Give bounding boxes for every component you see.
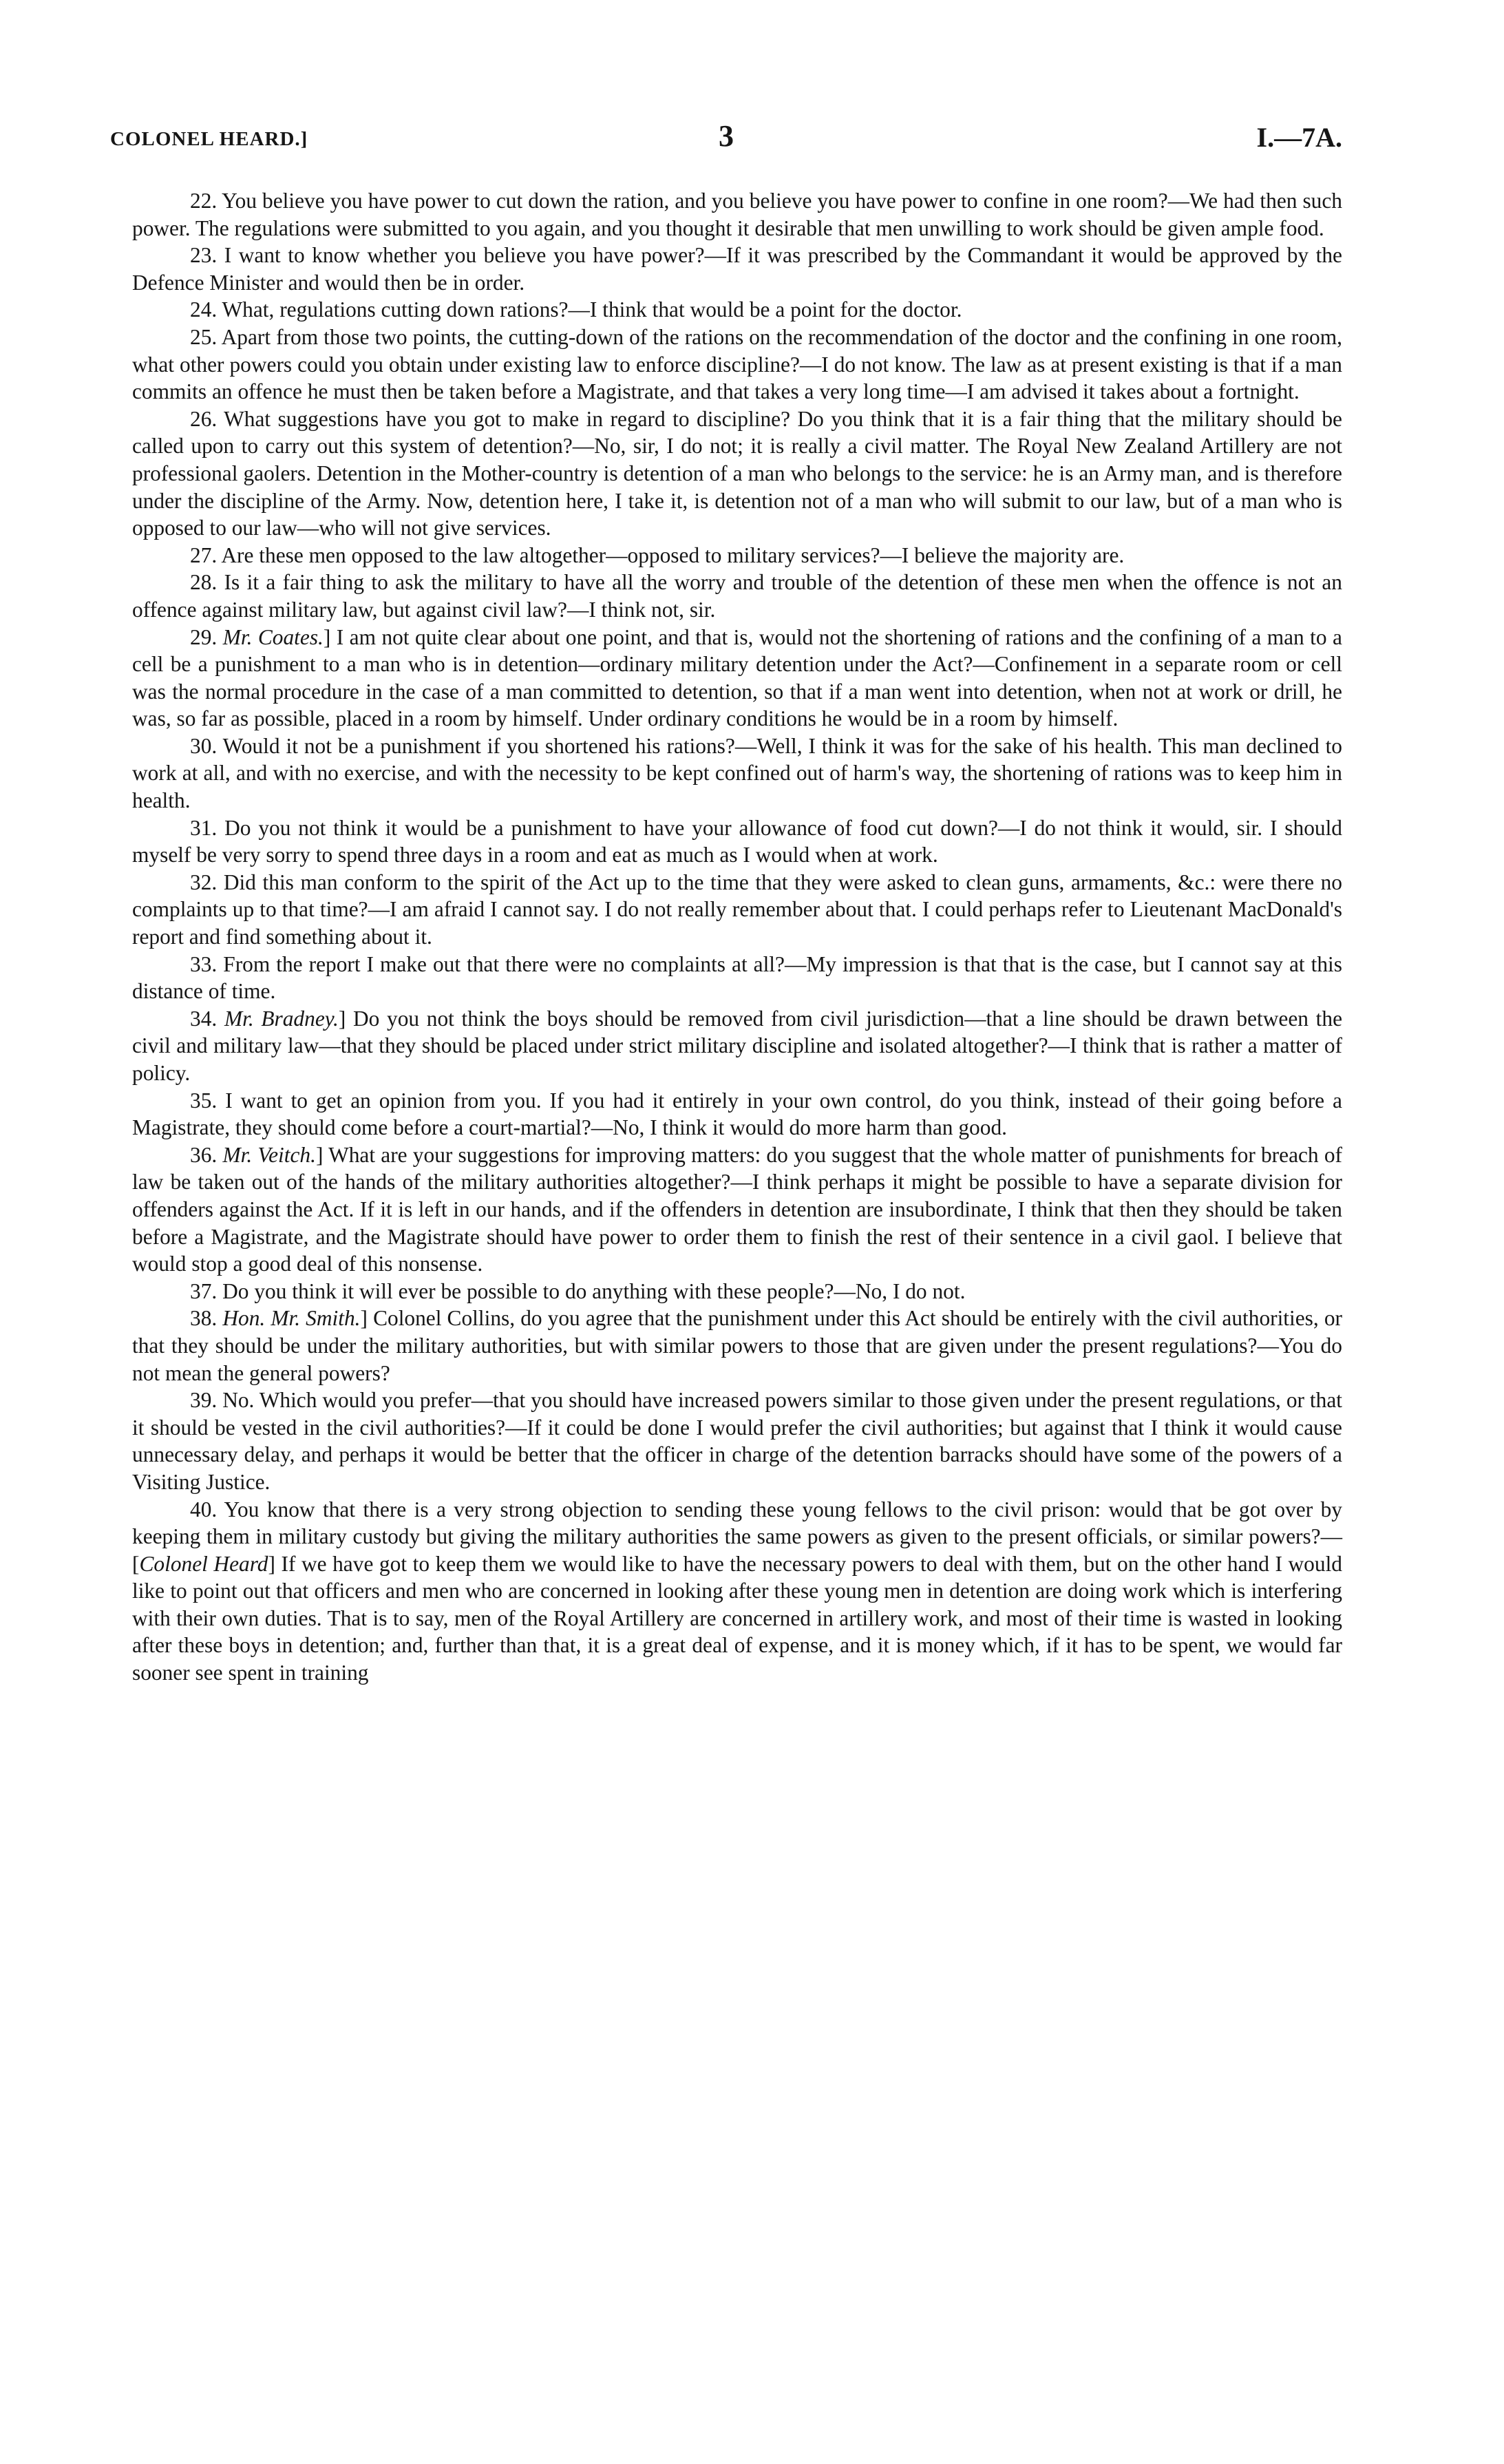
speaker-name: Mr. Veitch. xyxy=(222,1142,316,1167)
paragraph-22 xyxy=(132,187,1342,242)
paragraph-23 xyxy=(132,242,1342,296)
paragraph-number: 22. xyxy=(190,189,218,213)
paragraph-38: 38. Hon. Mr. Smith.] Colonel Collins, do you agree that the punishment under this Act should be entirely with the civil authorities, or that they should be under the military authorities, but with similar powers to those that are given under the present regulations?—You do not mean the general powers? xyxy=(132,1306,1342,1385)
paragraph-text: What are your suggestions for improving matters: do you suggest that the whole matter of punishments for breach of law be taken out of the hands of the military authorities altogether?—I think perhaps it might be possible to have a separate division for offenders against the Act. If it is left in our hands, and if the offenders in detention are insubordinate, I think that then they should be taken before a Magistrate, and the Magistrate should have power to order them to finish the rest of their sentence in a civil gaol. I believe that would stop a good deal of this nonsense. xyxy=(132,1142,1342,1276)
paragraph-number: 28. xyxy=(190,570,218,595)
paragraph-26 xyxy=(132,406,1342,542)
paragraph-text: What, regulations cutting down rations?—I think that would be a point for the doctor. xyxy=(222,297,962,322)
paragraph-number: 36. xyxy=(190,1142,218,1167)
paragraph-33 xyxy=(132,951,1342,1005)
paragraph-number: 35. xyxy=(190,1088,218,1113)
paragraph-text: Apart from those two points, the cutting-down of the rations on the recommendation of the doctor and the confining in one room, what other powers could you obtain under existing law to enforce discipline?—I do not know. The law as at present existing is that if a man commits an offence he must then be taken before a Magistrate, and that takes a very long time—I am advised it takes about a fortnight. xyxy=(132,324,1342,404)
paragraph-number: 37. xyxy=(190,1278,218,1303)
paragraph-24 xyxy=(132,296,1342,324)
paragraph-text: You know that there is a very strong objection to sending these young fellows to the civil prison: would that be got over by keeping them in military custody but giving the military authorities the same powers as given to the present officials, or similar powers?— xyxy=(132,1497,1342,1549)
paragraph-text: I am not quite clear about one point, and that is, would not the shortening of rations and the confining of a man to a cell be a punishment to a man who is in detention—ordinary military detention under the Act?—Confinement in a separate room or cell was the normal procedure in the case of a man committed to detention, so that if a man went into detention, when not at work or drill, he was, so far as possible, placed in a room by himself. Under ordinary conditions he would be in a room by himself. xyxy=(132,624,1342,731)
paragraph-text: From the report I make out that there were no complaints at all?—My impression is that that is the case, but I cannot say at this distance of time. xyxy=(132,951,1342,1004)
paragraph-40: 40. You know that there is a very strong objection to sending these young fellows to the civil prison: would that be got over by keeping them in military custody but giving the military authorities the same powers as given to the present officials, or similar powers?—[Colonel Heard] If we have got to keep them we would like to have the necessary powers to deal with them, but on the other hand I would like to point out that officers and men who are concerned in looking after these young men in detention are doing work which is interfering with their own duties. That is to say, men of the Royal Artillery are concerned in artillery work, and most of their time is wasted in looking after these boys in detention; and, further than that, it is a great deal of expense, and it is money which, if it has to be spent, we would far sooner see spent in training xyxy=(132,1497,1342,1685)
speaker-name: Mr. Bradney. xyxy=(224,1006,339,1031)
paragraph-text: Are these men opposed to the law altogether—opposed to military services?—I believe the majority are. xyxy=(221,543,1125,567)
paragraph-number: 33. xyxy=(190,951,218,976)
paragraph-39 xyxy=(132,1387,1342,1495)
paragraph-30 xyxy=(132,733,1342,814)
paragraph-27 xyxy=(132,542,1342,569)
paragraph-text: You believe you have power to cut down the ration, and you believe you have power to confine in one room?—We had then such power. The regulations were submitted to you again, and you thought it desirable that men unwilling to work should be given ample food. xyxy=(132,189,1343,240)
speaker-name: Mr. Coates. xyxy=(222,624,324,649)
paragraph-text: What suggestions have you got to make in regard to discipline? Do you think that it is a fair thing that the military should be called upon to carry out this system of detention?—No, sir, I do not; it is really a civil matter. The Royal New Zealand Artillery are not professional gaolers. Detention in the Mother-country is detention of a man who belongs to the service: he is an Army man, and is therefore under the discipline of the Army. Now, detention here, I take it, is detention not of a man who will submit to our law, but of a man who is opposed to our law—who will not give services. xyxy=(132,406,1342,540)
paragraph-text: Do you not think the boys should be removed from civil jurisdiction—that a line should be drawn between the civil and military law—that they should be placed under strict military discipline and isolated altogether?—I think that is rather a matter of policy. xyxy=(132,1006,1342,1085)
paragraph-text: Colonel Collins, do you agree that the punishment under this Act should be entirely with the civil authorities, or that they should be under the military authorities, but with similar powers to those that are given under the present regulations?—You do not mean the general powers? xyxy=(132,1306,1342,1385)
paragraph-text: Would it not be a punishment if you shortened his rations?—Well, I think it was for the sake of his health. This man declined to work at all, and with no exercise, and with the necessity to be kept confined out of harm's way, the shortening of rations was to keep him in health. xyxy=(132,733,1343,813)
paragraph-text: I want to get an opinion from you. If you had it entirely in your own control, do you think, instead of their going before a Magistrate, they should come before a court-martial?—No, I think it would do more harm than good. xyxy=(132,1088,1342,1140)
paragraph-text-continued: If we have got to keep them we would like to have the necessary powers to deal with them, but on the other hand I would like to point out that officers and men who are concerned in looking after these young men in detention are doing work which is interfering with their own duties. That is to say, men of the Royal Artillery are concerned in artillery work, and most of their time is wasted in looking after these boys in detention; and, further than that, it is a great deal of expense, and it is money which, if it has to be spent, we would far sooner see spent in training xyxy=(132,1551,1342,1685)
paragraph-number: 23. xyxy=(190,243,218,268)
paragraph-number: 38. xyxy=(190,1306,218,1331)
paragraph-29: 29. Mr. Coates.] I am not quite clear about one point, and that is, would not the shortening of rations and the confining of a man to a cell be a punishment to a man who is in detention—ordinary military detention under the Act?—Confinement in a separate room or cell was the normal procedure in the case of a man committed to detention, so that if a man went into detention, when not at work or drill, he was, so far as possible, placed in a room by himself. Under ordinary conditions he would be in a room by himself. xyxy=(132,624,1342,731)
paragraph-number: 34. xyxy=(190,1006,218,1031)
paragraph-25 xyxy=(132,324,1342,406)
paragraph-text: Is it a fair thing to ask the military to have all the worry and trouble of the detention of these men when the offence is not an offence against military law, but against civil law?—I think not, sir. xyxy=(132,570,1342,622)
speaker-name: Colonel Heard xyxy=(139,1551,268,1576)
paragraph-37 xyxy=(132,1278,1342,1305)
paragraph-text: I want to know whether you believe you have power?—If it was prescribed by the Commandant it would be approved by the Defence Minister and would then be in order. xyxy=(132,243,1342,295)
page-header xyxy=(110,118,1342,160)
page-body xyxy=(132,187,1342,1687)
paragraph-text: Do you not think it would be a punishment to have your allowance of food cut down?—I do not think it would, sir. I should myself be very sorry to spend three days in a room and eat as much as I would when at work. xyxy=(132,815,1342,867)
paragraph-31 xyxy=(132,814,1342,869)
paragraph-number: 32. xyxy=(190,870,218,894)
paragraph-number: 40. xyxy=(190,1497,218,1521)
paragraph-number: 25. xyxy=(190,324,218,349)
paragraph-number: 30. xyxy=(190,733,218,758)
paragraph-number: 29. xyxy=(190,624,218,649)
paragraph-text: Do you think it will ever be possible to do anything with these people?—No, I do not. xyxy=(222,1278,966,1303)
page-number: 3 xyxy=(719,119,734,153)
paragraph-36: 36. Mr. Veitch.] What are your suggestions for improving matters: do you suggest that the whole matter of punishments for breach of law be taken out of the hands of the military authorities altogether?—I think perhaps it might be possible to have a separate division for offenders against the Act. If it is left in our hands, and if the offenders in detention are insubordinate, I think that then they should be taken before a Magistrate, and the Magistrate should have power to order them to finish the rest of their sentence in a civil gaol. I believe that would stop a good deal of this nonsense. xyxy=(132,1142,1342,1276)
paragraph-number: 39. xyxy=(190,1388,218,1413)
paragraph-number: 27. xyxy=(190,543,218,567)
paragraph-number: 31. xyxy=(190,815,218,840)
paragraph-number: 26. xyxy=(190,406,218,431)
header-witness-name: COLONEL HEARD.] xyxy=(110,128,308,150)
paragraph-text: No. Which would you prefer—that you should have increased powers similar to those given under the present regulations, or that it should be vested in the civil authorities?—If it could be done I would prefer the civil authorities; but against that I think it would cause unnecessary delay, and perhaps it would be better that the officer in charge of the detention barracks should have some of the powers of a Visiting Justice. xyxy=(132,1388,1342,1494)
document-reference: I.—7A. xyxy=(1256,122,1342,153)
paragraph-34: 34. Mr. Bradney.] Do you not think the boys should be removed from civil jurisdiction—that a line should be drawn between the civil and military law—that they should be placed under strict military discipline and isolated altogether?—I think that is rather a matter of policy. xyxy=(132,1006,1342,1085)
paragraph-32 xyxy=(132,869,1342,951)
paragraph-number: 24. xyxy=(190,297,218,322)
paragraph-35 xyxy=(132,1087,1342,1141)
speaker-name: Hon. Mr. Smith. xyxy=(222,1306,361,1331)
paragraph-text: Did this man conform to the spirit of the Act up to the time that they were asked to clean guns, armaments, &c.: were there no complaints up to that time?—I am afraid I cannot say. I do not really remember about that. I could perhaps refer to Lieutenant MacDonald's report and find something about it. xyxy=(132,870,1342,949)
paragraph-28 xyxy=(132,569,1342,623)
